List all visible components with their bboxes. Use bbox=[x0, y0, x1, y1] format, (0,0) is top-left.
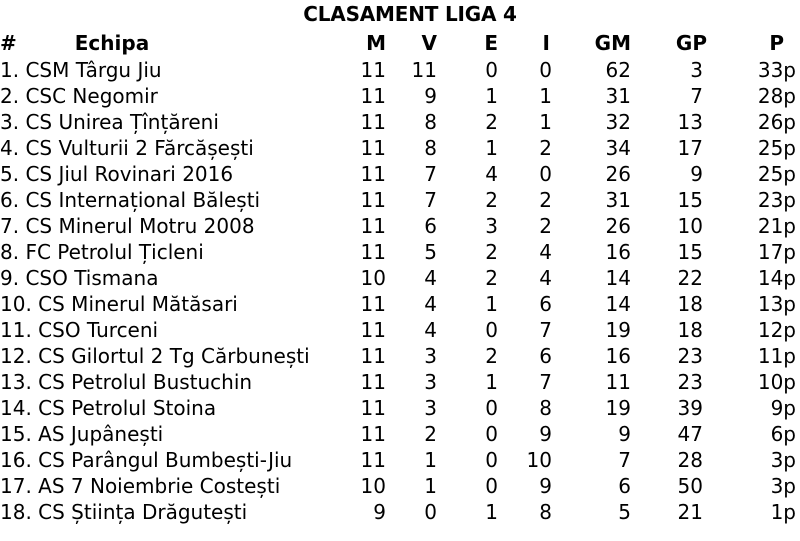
drawn-cell: 2 bbox=[485, 188, 498, 212]
played-cell: 11 bbox=[360, 214, 386, 238]
drawn-cell: 1 bbox=[485, 292, 498, 316]
table-row bbox=[0, 135, 800, 161]
table-row bbox=[0, 291, 800, 317]
drawn-cell: 0 bbox=[485, 396, 498, 420]
page-title: CLASAMENT LIGA 4 bbox=[303, 2, 517, 26]
played-cell: 11 bbox=[360, 84, 386, 108]
won-cell: 3 bbox=[424, 344, 437, 368]
standings-table bbox=[0, 30, 800, 525]
points-cell: 11p bbox=[757, 344, 796, 368]
table-row bbox=[0, 447, 800, 473]
played-cell: 11 bbox=[360, 240, 386, 264]
goals-against-cell: 13 bbox=[677, 110, 703, 134]
points-cell: 1p bbox=[770, 500, 796, 524]
drawn-cell: 1 bbox=[485, 500, 498, 524]
played-cell: 11 bbox=[360, 422, 386, 446]
goals-for-cell: 26 bbox=[605, 214, 631, 238]
team-name-cell: 3. CS Unirea Țînțăreni bbox=[0, 110, 219, 134]
played-cell: 11 bbox=[360, 396, 386, 420]
header-hash: # bbox=[0, 31, 17, 55]
goals-against-cell: 9 bbox=[690, 162, 703, 186]
drawn-cell: 0 bbox=[485, 448, 498, 472]
won-cell: 1 bbox=[424, 448, 437, 472]
points-cell: 25p bbox=[757, 162, 796, 186]
goals-for-cell: 11 bbox=[605, 370, 631, 394]
table-row bbox=[0, 473, 800, 499]
lost-cell: 2 bbox=[539, 136, 552, 160]
drawn-cell: 0 bbox=[485, 318, 498, 342]
goals-for-cell: 34 bbox=[605, 136, 631, 160]
goals-for-cell: 31 bbox=[605, 188, 631, 212]
won-cell: 7 bbox=[424, 188, 437, 212]
team-name-cell: 12. CS Gilortul 2 Tg Cărbunești bbox=[0, 344, 310, 368]
won-cell: 8 bbox=[424, 136, 437, 160]
goals-for-cell: 16 bbox=[605, 240, 631, 264]
goals-against-cell: 7 bbox=[690, 84, 703, 108]
played-cell: 11 bbox=[360, 110, 386, 134]
goals-against-cell: 18 bbox=[677, 292, 703, 316]
goals-against-cell: 15 bbox=[677, 240, 703, 264]
played-cell: 10 bbox=[360, 474, 386, 498]
drawn-cell: 1 bbox=[485, 136, 498, 160]
goals-against-cell: 3 bbox=[690, 58, 703, 82]
drawn-cell: 0 bbox=[485, 422, 498, 446]
drawn-cell: 3 bbox=[485, 214, 498, 238]
won-cell: 2 bbox=[424, 422, 437, 446]
goals-against-cell: 15 bbox=[677, 188, 703, 212]
header-row bbox=[0, 30, 800, 57]
points-cell: 28p bbox=[757, 84, 796, 108]
goals-for-cell: 6 bbox=[618, 474, 631, 498]
table-row bbox=[0, 109, 800, 135]
points-cell: 3p bbox=[770, 474, 796, 498]
header-drawn: E bbox=[484, 31, 498, 55]
team-name-cell: 4. CS Vulturii 2 Fărcășești bbox=[0, 136, 254, 160]
played-cell: 11 bbox=[360, 344, 386, 368]
won-cell: 3 bbox=[424, 396, 437, 420]
lost-cell: 1 bbox=[539, 84, 552, 108]
team-name-cell: 11. CSO Turceni bbox=[0, 318, 159, 342]
played-cell: 11 bbox=[360, 318, 386, 342]
lost-cell: 7 bbox=[539, 370, 552, 394]
won-cell: 4 bbox=[424, 318, 437, 342]
drawn-cell: 2 bbox=[485, 240, 498, 264]
team-name-cell: 1. CSM Târgu Jiu bbox=[0, 58, 162, 82]
points-cell: 9p bbox=[770, 396, 796, 420]
goals-against-cell: 17 bbox=[677, 136, 703, 160]
lost-cell: 10 bbox=[526, 448, 552, 472]
standings-body bbox=[0, 57, 800, 525]
drawn-cell: 2 bbox=[485, 344, 498, 368]
won-cell: 8 bbox=[424, 110, 437, 134]
team-name-cell: 17. AS 7 Noiembrie Costești bbox=[0, 474, 281, 498]
points-cell: 26p bbox=[757, 110, 796, 134]
goals-for-cell: 7 bbox=[618, 448, 631, 472]
goals-for-cell: 31 bbox=[605, 84, 631, 108]
goals-for-cell: 26 bbox=[605, 162, 631, 186]
goals-for-cell: 14 bbox=[605, 292, 631, 316]
lost-cell: 2 bbox=[539, 214, 552, 238]
drawn-cell: 0 bbox=[485, 474, 498, 498]
goals-for-cell: 32 bbox=[605, 110, 631, 134]
lost-cell: 2 bbox=[539, 188, 552, 212]
lost-cell: 1 bbox=[539, 110, 552, 134]
table-row bbox=[0, 239, 800, 265]
played-cell: 11 bbox=[360, 58, 386, 82]
lost-cell: 6 bbox=[539, 292, 552, 316]
won-cell: 7 bbox=[424, 162, 437, 186]
table-row bbox=[0, 57, 800, 83]
table-row bbox=[0, 421, 800, 447]
goals-against-cell: 39 bbox=[677, 396, 703, 420]
goals-against-cell: 47 bbox=[677, 422, 703, 446]
won-cell: 5 bbox=[424, 240, 437, 264]
team-name-cell: 2. CSC Negomir bbox=[0, 84, 158, 108]
header-points: P bbox=[769, 31, 784, 55]
points-cell: 6p bbox=[770, 422, 796, 446]
drawn-cell: 1 bbox=[485, 84, 498, 108]
table-row bbox=[0, 161, 800, 187]
header-team bbox=[0, 30, 350, 57]
played-cell: 11 bbox=[360, 136, 386, 160]
table-row bbox=[0, 499, 800, 525]
header-goals-against: GP bbox=[675, 31, 707, 55]
drawn-cell: 1 bbox=[485, 370, 498, 394]
won-cell: 0 bbox=[424, 500, 437, 524]
goals-for-cell: 16 bbox=[605, 344, 631, 368]
goals-against-cell: 28 bbox=[677, 448, 703, 472]
drawn-cell: 2 bbox=[485, 110, 498, 134]
played-cell: 11 bbox=[360, 188, 386, 212]
points-cell: 21p bbox=[757, 214, 796, 238]
goals-against-cell: 23 bbox=[677, 370, 703, 394]
lost-cell: 0 bbox=[539, 162, 552, 186]
team-name-cell: 7. CS Minerul Motru 2008 bbox=[0, 214, 255, 238]
played-cell: 11 bbox=[360, 370, 386, 394]
goals-for-cell: 14 bbox=[605, 266, 631, 290]
played-cell: 11 bbox=[360, 448, 386, 472]
team-name-cell: 14. CS Petrolul Stoina bbox=[0, 396, 217, 420]
drawn-cell: 0 bbox=[485, 58, 498, 82]
team-name-cell: 10. CS Minerul Mătăsari bbox=[0, 292, 238, 316]
team-name-cell: 18. CS Știința Drăgutești bbox=[0, 500, 248, 524]
goals-against-cell: 21 bbox=[677, 500, 703, 524]
drawn-cell: 2 bbox=[485, 266, 498, 290]
team-name-cell: 6. CS Internațional Bălești bbox=[0, 188, 261, 212]
won-cell: 11 bbox=[411, 58, 437, 82]
points-cell: 25p bbox=[757, 136, 796, 160]
won-cell: 1 bbox=[424, 474, 437, 498]
played-cell: 10 bbox=[360, 266, 386, 290]
lost-cell: 9 bbox=[539, 422, 552, 446]
played-cell: 11 bbox=[360, 162, 386, 186]
points-cell: 13p bbox=[757, 292, 796, 316]
table-row bbox=[0, 265, 800, 291]
header-goals-for: GM bbox=[594, 31, 631, 55]
table-row bbox=[0, 83, 800, 109]
lost-cell: 6 bbox=[539, 344, 552, 368]
lost-cell: 8 bbox=[539, 500, 552, 524]
points-cell: 14p bbox=[757, 266, 796, 290]
goals-for-cell: 19 bbox=[605, 396, 631, 420]
goals-for-cell: 19 bbox=[605, 318, 631, 342]
team-name-cell: 16. CS Parângul Bumbești-Jiu bbox=[0, 448, 293, 472]
won-cell: 4 bbox=[424, 292, 437, 316]
points-cell: 17p bbox=[757, 240, 796, 264]
goals-against-cell: 50 bbox=[677, 474, 703, 498]
table-row bbox=[0, 395, 800, 421]
table-row bbox=[0, 369, 800, 395]
goals-against-cell: 18 bbox=[677, 318, 703, 342]
points-cell: 10p bbox=[757, 370, 796, 394]
points-cell: 23p bbox=[757, 188, 796, 212]
header-played: M bbox=[366, 31, 386, 55]
lost-cell: 4 bbox=[539, 240, 552, 264]
points-cell: 12p bbox=[757, 318, 796, 342]
won-cell: 4 bbox=[424, 266, 437, 290]
lost-cell: 9 bbox=[539, 474, 552, 498]
team-name-cell: 9. CSO Tismana bbox=[0, 266, 159, 290]
team-name-cell: 13. CS Petrolul Bustuchin bbox=[0, 370, 253, 394]
header-team-label: Echipa bbox=[74, 31, 150, 55]
lost-cell: 4 bbox=[539, 266, 552, 290]
team-name-cell: 15. AS Jupânești bbox=[0, 422, 164, 446]
header-won: V bbox=[421, 31, 437, 55]
goals-against-cell: 10 bbox=[677, 214, 703, 238]
played-cell: 9 bbox=[373, 500, 386, 524]
won-cell: 9 bbox=[424, 84, 437, 108]
goals-for-cell: 9 bbox=[618, 422, 631, 446]
header-lost: I bbox=[542, 31, 550, 55]
lost-cell: 0 bbox=[539, 58, 552, 82]
team-name-cell: 5. CS Jiul Rovinari 2016 bbox=[0, 162, 234, 186]
team-name-cell: 8. FC Petrolul Țicleni bbox=[0, 240, 204, 264]
goals-for-cell: 5 bbox=[618, 500, 631, 524]
played-cell: 11 bbox=[360, 292, 386, 316]
lost-cell: 8 bbox=[539, 396, 552, 420]
goals-against-cell: 23 bbox=[677, 344, 703, 368]
goals-against-cell: 22 bbox=[677, 266, 703, 290]
table-row bbox=[0, 213, 800, 239]
won-cell: 6 bbox=[424, 214, 437, 238]
drawn-cell: 4 bbox=[485, 162, 498, 186]
table-row bbox=[0, 187, 800, 213]
points-cell: 3p bbox=[770, 448, 796, 472]
lost-cell: 7 bbox=[539, 318, 552, 342]
points-cell: 33p bbox=[757, 58, 796, 82]
table-row bbox=[0, 343, 800, 369]
won-cell: 3 bbox=[424, 370, 437, 394]
goals-for-cell: 62 bbox=[605, 58, 631, 82]
table-row bbox=[0, 317, 800, 343]
